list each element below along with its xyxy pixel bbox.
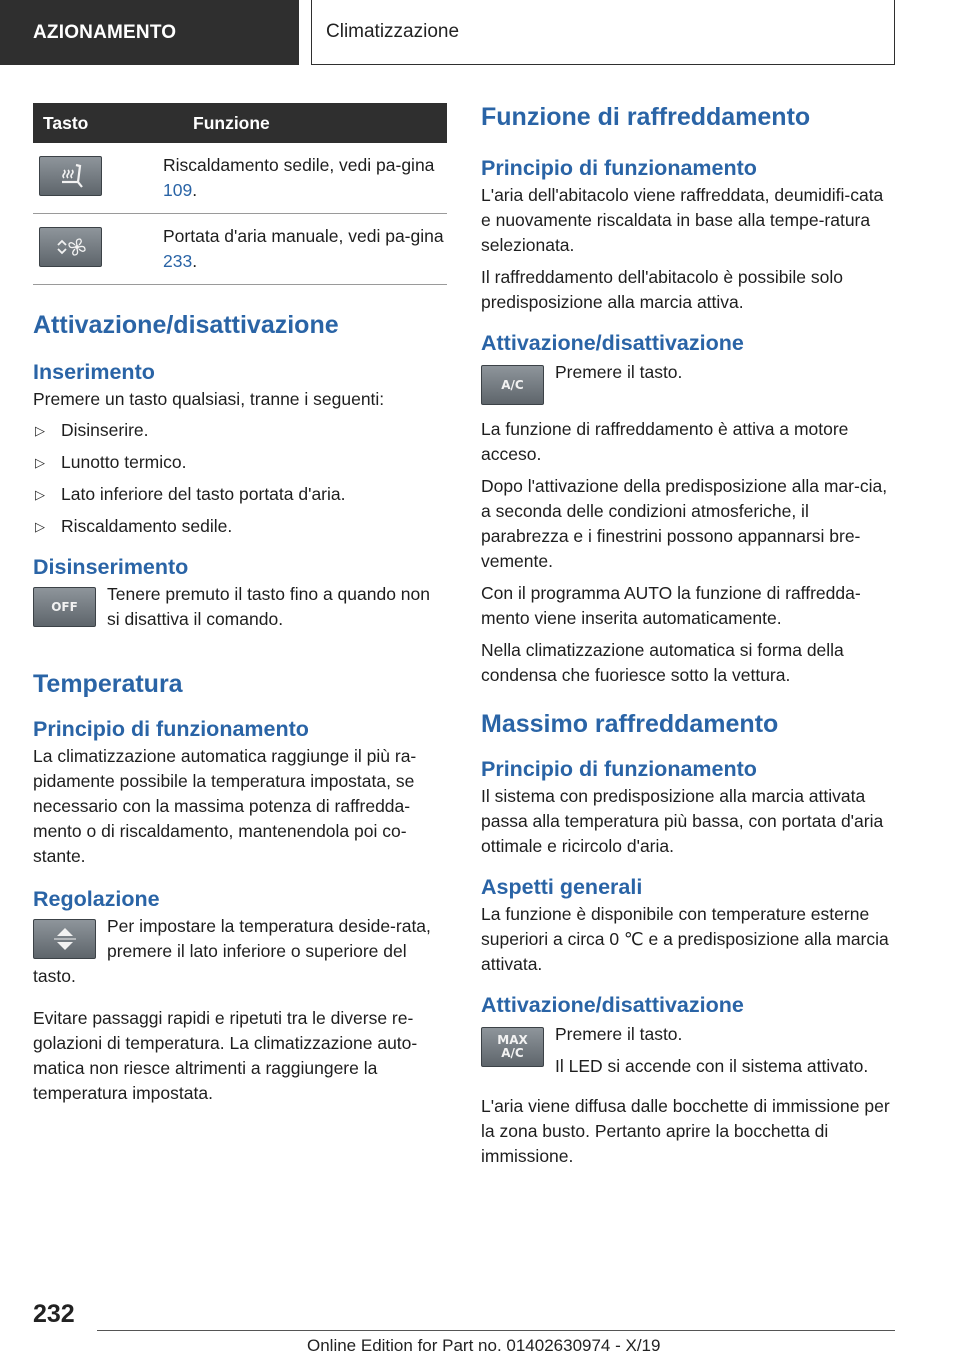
text-premere: Premere il tasto. [555,362,683,382]
text-principio-2: Il raffreddamento dell'abitacolo è possibile solo predisposizione alla marcia attiva. [481,267,843,312]
table-header-function: Funzione [193,112,270,133]
heading-raffreddamento: Funzione di raffreddamento [481,103,811,131]
heading-activation-2: Attivazione/disattivazione [481,993,744,1017]
list-item: ▷ Riscaldamento sedile. [33,514,447,539]
text-auto: Con il programma AUTO la funzione di raffredda-mento viene inserita automaticamente. [481,583,861,628]
triangle-bullet-icon: ▷ [35,519,45,534]
exception-list [33,418,447,539]
heading-regolazione: Regolazione [33,887,160,911]
heading-aspetti: Aspetti generali [481,875,643,899]
table-row: Portata d'aria manuale, vedi pa-gina 233. [33,214,447,285]
key-function-table [33,103,447,285]
list-item: ▷ Disinserire. [33,418,447,443]
row-text: Portata d'aria manuale, vedi pa-gina [163,226,444,246]
text-regolazione: Per impostare la temperatura deside-rata, premere il lato inferiore o superiore del tasto. [33,916,431,986]
right-column [481,101,895,1169]
heading-principio: Principio di funzionamento [33,717,309,741]
heading-activation: Attivazione/disattivazione [33,311,339,339]
text-attiva: La funzione di raffreddamento è attiva a motore acceso. [481,419,849,464]
page-link[interactable]: 109 [163,180,193,200]
ac-key-row [481,360,895,405]
row-text: Riscaldamento sedile, vedi pa-gina [163,155,435,175]
text-sistema: Il sistema con predisposizione alla marcia attivata passa alla temperatura più bassa, con portata d'aria ottimale e ricircolo d'aria. [481,786,884,856]
text-led: Il LED si accende con il sistema attivato. [555,1056,869,1076]
manual-airflow-icon [39,227,102,267]
heading-inserimento: Inserimento [33,360,155,384]
text-aspetti: La funzione è disponibile con temperature esterne superiori a circa 0 ℃ e a predisposizione alla marcia attivata. [481,904,889,974]
list-item: ▷ Lato inferiore del tasto portata d'aria. [33,482,447,507]
table-row: Riscaldamento sedile, vedi pa-gina 109. [33,143,447,214]
table-header-key: Tasto [43,112,89,133]
seat-heating-icon [39,156,102,196]
footer-divider [97,1330,895,1331]
triangle-bullet-icon: ▷ [35,423,45,438]
list-item: ▷ Lunotto termico. [33,450,447,475]
heading-principio-2: Principio di funzionamento [481,757,757,781]
page-link[interactable]: 233 [163,251,193,271]
max-ac-key-icon: MAX A/C [481,1027,544,1067]
text-principio: La climatizzazione automatica raggiunge il più ra-pidamente possibile la temperatura impostata, se necessario con la massima potenza di raffredda-mento o di riscaldamento, mantenendola poi co-stante. [33,746,417,866]
text-inserimento: Premere un tasto qualsiasi, tranne i seguenti: [33,389,385,409]
heading-disinserimento: Disinserimento [33,555,189,579]
edition-footer: Online Edition for Part no. 01402630974 - X/19 [307,1336,661,1355]
page-number: 232 [33,1300,75,1328]
text-aria: L'aria viene diffusa dalle bocchette di immissione per la zona busto. Pertanto aprire la bocchetta di immissione. [481,1096,890,1166]
text-principio-1: L'aria dell'abitacolo viene raffreddata, deumidifi-cata e nuovamente riscaldata in base alla tempe-ratura selezionata. [481,185,884,255]
triangle-bullet-icon: ▷ [35,487,45,502]
triangle-bullet-icon: ▷ [35,455,45,470]
text-premere-2: Premere il tasto. [555,1024,683,1044]
off-key-icon: OFF [33,587,96,627]
regolazione-block [33,914,447,989]
text-disinserimento: Tenere premuto il tasto fino a quando non si disattiva il comando. [107,584,430,629]
heading-activation: Attivazione/disattivazione [481,331,744,355]
chapter-header: Climatizzazione [311,0,895,65]
temperature-up-down-icon [33,919,96,959]
heading-temperatura: Temperatura [33,670,183,698]
text-evitare: Evitare passaggi rapidi e ripetuti tra le diverse re-golazioni di temperatura. La climatizzazione auto-matica non riesce altrimenti a raggiungere la temperatura impostata. [33,1008,418,1103]
left-column [33,103,447,1106]
ac-key-icon: A/C [481,365,544,405]
text-condensa: Nella climatizzazione automatica si forma della condensa che fuoriesce sotto la vettura. [481,640,844,685]
section-header: AZIONAMENTO [0,0,299,65]
off-key-row [33,582,447,632]
table-header-row [33,103,447,143]
heading-principio: Principio di funzionamento [481,156,757,180]
heading-massimo: Massimo raffreddamento [481,710,779,738]
max-ac-key-row [481,1022,895,1079]
text-dopo: Dopo l'attivazione della predisposizione alla mar-cia, a seconda delle condizioni atmosferiche, il parabrezza e i finestrini possono appannarsi bre-vemente. [481,476,888,571]
